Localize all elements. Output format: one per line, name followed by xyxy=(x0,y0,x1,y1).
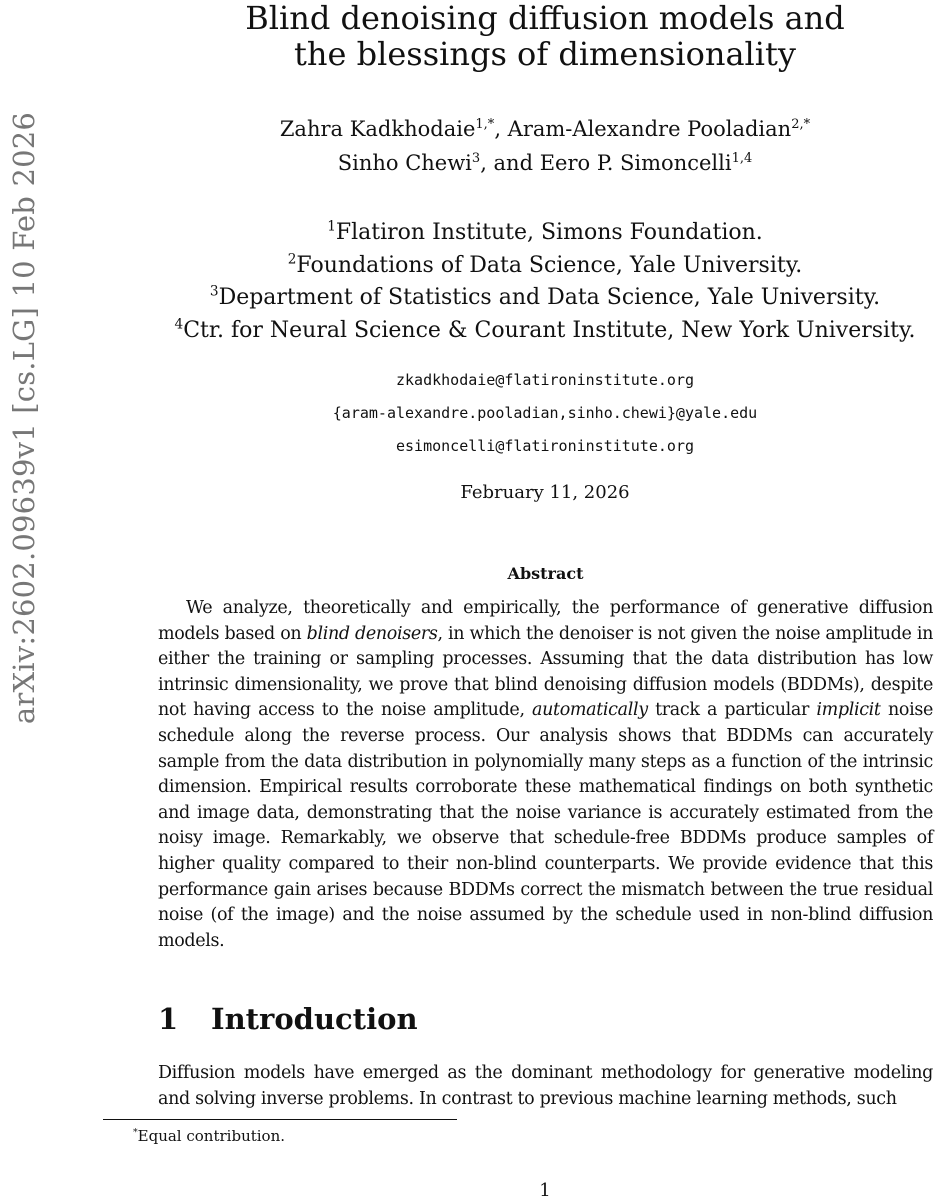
arxiv-sidebar-stamp xyxy=(2,111,46,725)
title-line-2: the blessings of dimensionality xyxy=(294,35,796,73)
affiliation xyxy=(120,282,935,315)
page-number: 1 xyxy=(539,1180,551,1201)
intro-paragraph: Diffusion models have emerged as the dominant methodology for generative modeling and solving inverse problems. In contrast to previous machine learning methods, such xyxy=(158,1063,933,1109)
abstract-emphasis: blind denoisers xyxy=(306,623,438,644)
author-conjunction: , and xyxy=(480,151,540,175)
section-title: Introduction xyxy=(211,1002,418,1036)
author-marks: 1,* xyxy=(475,117,495,132)
abstract-emphasis: implicit xyxy=(816,700,881,721)
email-address: {aram-alexandre.pooladian,sinho.chewi}@yale.edu xyxy=(332,404,758,422)
paper-title xyxy=(185,0,905,72)
author-name: Zahra Kadkhodaie xyxy=(279,117,476,141)
author-marks: 1,4 xyxy=(731,151,753,166)
email-address: zkadkhodaie@flatironinstitute.org xyxy=(395,371,694,389)
abstract-part: track a particular xyxy=(647,700,817,721)
publication-date: February 11, 2026 xyxy=(460,482,630,503)
author-name: Eero P. Simoncelli xyxy=(539,151,732,175)
affiliation-text: Foundations of Data Science, Yale University. xyxy=(296,252,803,278)
abstract-part: We analyze, theoretically and empirically, the performance of generative diffusion models based on xyxy=(158,598,933,644)
footnote-text: Equal contribution. xyxy=(137,1127,286,1145)
footnote-mark: * xyxy=(133,1127,138,1138)
affiliation-text: Department of Statistics and Data Science, Yale University. xyxy=(218,285,881,310)
title-line-1: Blind denoising diffusion models and xyxy=(245,0,845,37)
author-name: Aram-Alexandre Pooladian xyxy=(507,117,792,141)
footnote xyxy=(133,1127,285,1145)
author-separator: , xyxy=(494,117,508,141)
affiliation-mark: 3 xyxy=(209,283,219,300)
affiliation xyxy=(120,315,935,348)
author-line-2 xyxy=(190,146,900,180)
affiliation-mark: 2 xyxy=(287,251,297,268)
affiliation-mark: 4 xyxy=(174,316,184,333)
author-marks: 3 xyxy=(471,151,481,166)
affiliation-mark: 1 xyxy=(327,218,336,235)
email-address: esimoncelli@flatironinstitute.org xyxy=(395,437,694,455)
arxiv-identifier: arXiv:2602.09639v1 [cs.LG] 10 Feb 2026 xyxy=(7,111,42,725)
abstract-text xyxy=(158,596,933,954)
affiliation-text: Ctr. for Neural Science & Courant Institute, New York University. xyxy=(183,317,916,343)
abstract-emphasis: automatically xyxy=(532,700,648,721)
section-number: 1 xyxy=(158,1002,179,1036)
footnote-divider xyxy=(103,1119,457,1120)
abstract-heading: Abstract xyxy=(507,564,584,583)
author-marks: 2,* xyxy=(791,117,811,132)
affiliation xyxy=(120,250,935,283)
abstract-part: , in which the denoiser is not given the noise amplitude in either the training or sampling processes. Assuming that the data distribution has low intrinsic dimensionality, we prove that blind denoising diffusion models (BDDMs), despite not having access to the noise amplitude, xyxy=(158,623,934,721)
section-heading xyxy=(158,1002,418,1036)
email-list xyxy=(190,364,900,463)
author-name: Sinho Chewi xyxy=(337,151,472,175)
affiliation-text: Flatiron Institute, Simons Foundation. xyxy=(335,220,763,245)
affiliation-list xyxy=(120,217,935,347)
abstract-part: noise schedule along the reverse process. Our analysis shows that BDDMs can accurately sample from the data distribution in polynomially many steps as a function of the intrinsic dimension. Empirical results corroborate these mathematical findings on both synthetic and image data, demonstrating that the noise variance is accurately estimated from the noisy image. Remarkably, we observe that schedule-free BDDMs produce samples of higher quality compared to their non-blind counterparts. We provide evidence that this performance gain arises because BDDMs correct the mismatch between the true residual noise (of the image) and the noise assumed by the schedule used in non-blind diffusion models. xyxy=(158,700,933,951)
affiliation xyxy=(120,217,935,250)
author-line-1 xyxy=(190,112,900,146)
author-list xyxy=(190,112,900,180)
